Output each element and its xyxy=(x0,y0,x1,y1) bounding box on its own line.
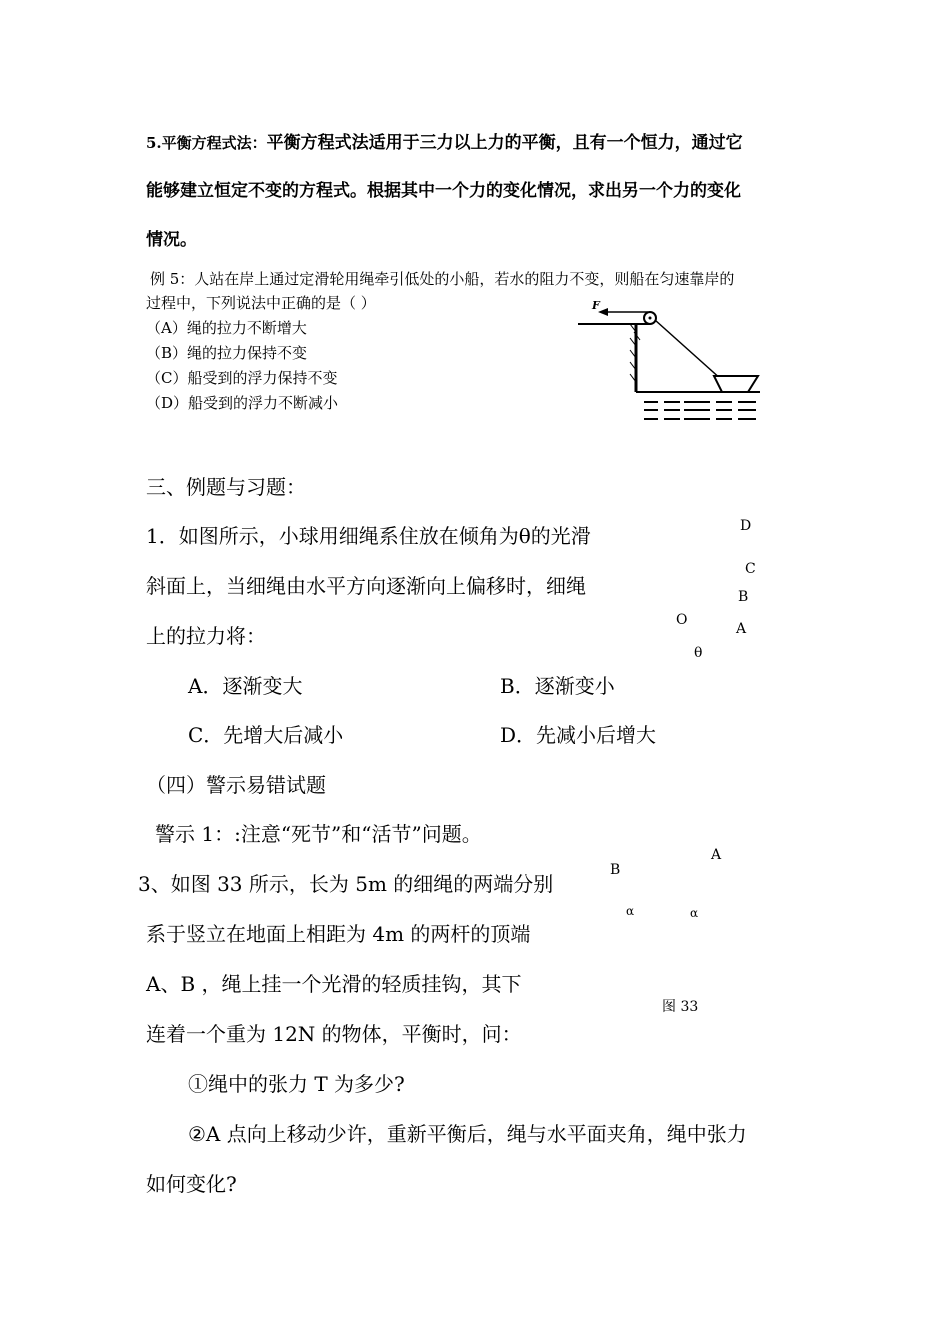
boat-icon xyxy=(714,376,758,392)
q3-sub1: ①绳中的张力 T 为多少? xyxy=(188,1072,405,1096)
part4-heading: （四）警示易错试题 xyxy=(146,773,326,797)
fig1-label-o: O xyxy=(676,612,688,628)
q3-sub2-line1: ②A 点向上移动少许，重新平衡后，绳与水平面夹角，绳中张力 xyxy=(188,1122,747,1146)
fig33-label-alpha-1: α xyxy=(626,904,635,918)
fig33-label-b: B xyxy=(610,862,621,878)
example5-line1: 例 5：人站在岸上通过定滑轮用绳牵引低处的小船，若水的阻力不变，则船在匀速靠岸的 xyxy=(150,270,735,288)
fig1-label-c: C xyxy=(745,561,756,577)
warning-text: :注意“死节”和“活节”问题。 xyxy=(234,822,482,846)
section5-line2 xyxy=(146,176,741,201)
force-label: F xyxy=(592,299,600,312)
q1-option-a: A．逐渐变大 xyxy=(188,674,303,698)
q3-line3: A、B ，绳上挂一个光滑的轻质挂钩，其下 xyxy=(146,972,522,996)
section5-bold-1: 平衡方程式法适用于三力以上力的平衡，且有一个恒力，通过它 xyxy=(266,133,743,153)
q1-option-d: D．先减小后增大 xyxy=(500,723,657,747)
fig1-label-a: A xyxy=(736,621,747,637)
fig33-caption: 图 33 xyxy=(662,999,699,1015)
q1-line2: 斜面上，当细绳由水平方向逐渐向上偏移时，细绳 xyxy=(146,574,586,598)
fig1-label-theta: θ xyxy=(694,645,703,661)
fig1-label-d: D xyxy=(740,518,752,534)
pulley-boat-figure xyxy=(576,298,766,428)
q1-option-c: C．先增大后减小 xyxy=(188,723,344,747)
water-waves xyxy=(644,402,756,419)
q3-sub2-line2: 如何变化? xyxy=(146,1172,237,1196)
warning-line xyxy=(155,818,482,847)
example5-option-a: （A）绳的拉力不断增大 xyxy=(146,319,307,337)
q1-option-b: B．逐渐变小 xyxy=(500,674,615,698)
section5-bold-3: 情况。 xyxy=(146,230,197,250)
q1-line1: 1．如图所示，小球用细绳系住放在倾角为θ的光滑 xyxy=(146,524,591,548)
q1-line3: 上的拉力将： xyxy=(146,624,266,648)
section5-prefix: 5.平衡方程式法： xyxy=(146,134,267,152)
q3-line1: 3、如图 33 所示，长为 5m 的细绳的两端分别 xyxy=(138,872,554,896)
example5-option-d: （D）船受到的浮力不断减小 xyxy=(146,394,339,412)
part3-heading: 三、例题与习题： xyxy=(146,475,306,499)
section5-line1 xyxy=(146,128,743,153)
example5-option-c: （C）船受到的浮力保持不变 xyxy=(146,369,338,387)
q3-line4: 连着一个重为 12N 的物体，平衡时，问： xyxy=(146,1022,522,1046)
section5-line3 xyxy=(146,225,197,250)
fig1-label-b: B xyxy=(738,589,749,605)
q3-line2: 系于竖立在地面上相距为 4m 的两杆的顶端 xyxy=(146,922,531,946)
example5-line2: 过程中，下列说法中正确的是（ ） xyxy=(146,294,376,312)
rope-to-boat xyxy=(655,320,722,380)
section5-bold-2: 能够建立恒定不变的方程式。根据其中一个力的变化情况，求出另一个力的变化 xyxy=(146,181,741,201)
warning-prefix: 警示 1： xyxy=(155,822,235,846)
fig33-label-a: A xyxy=(711,847,722,863)
fig33-label-alpha-2: α xyxy=(690,906,699,920)
example5-option-b: （B）绳的拉力保持不变 xyxy=(146,344,308,362)
